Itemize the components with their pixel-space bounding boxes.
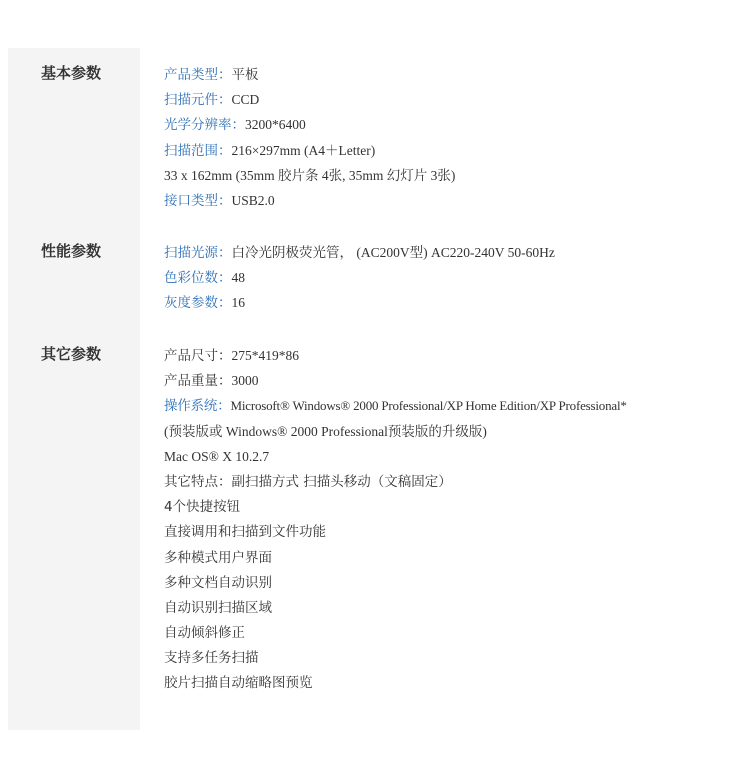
spec-row xyxy=(164,290,744,315)
spec-value: 16 xyxy=(231,295,245,311)
spec-value: Mac OS® X 10.2.7 xyxy=(164,448,270,464)
spec-value: 3200*6400 xyxy=(245,117,306,133)
spec-row xyxy=(164,670,744,695)
spec-value: 48 xyxy=(231,270,245,286)
group-values-basic xyxy=(164,62,744,213)
spec-row xyxy=(164,545,744,570)
spec-row xyxy=(164,419,744,444)
spec-value: (预装版或 Windows® 2000 Professional预装版的升级版) xyxy=(164,423,487,439)
spec-row xyxy=(164,620,744,645)
spec-value: 直接调用和扫描到文件功能 xyxy=(164,524,326,541)
spec-row xyxy=(164,368,744,393)
spec-row xyxy=(164,519,744,544)
spec-value: 275*419*86 xyxy=(231,348,299,363)
spec-key: 产品尺寸： xyxy=(164,348,232,364)
spec-row xyxy=(164,87,744,112)
spec-value: 多种模式用户界面 xyxy=(164,549,272,566)
group-values-other xyxy=(164,343,744,696)
spec-row xyxy=(164,645,744,670)
spec-row xyxy=(164,469,744,494)
spec-key: 光学分辨率： xyxy=(164,117,245,134)
spec-value: USB2.0 xyxy=(231,192,275,208)
spec-row xyxy=(164,393,744,418)
spec-key: 产品重量： xyxy=(164,373,232,390)
spec-value: 胶片扫描自动缩略图预览 xyxy=(164,675,313,692)
spec-value: 自动倾斜修正 xyxy=(164,625,245,642)
spec-value: 自动识别扫描区域 xyxy=(164,599,272,616)
spec-value: 3000 xyxy=(231,373,259,389)
spec-row xyxy=(164,265,744,290)
spec-row xyxy=(164,494,744,519)
spec-row xyxy=(164,444,744,469)
spec-value: Microsoft® Windows® 2000 Professional/XP Home Edition/XP Professional* xyxy=(230,398,627,414)
spec-row xyxy=(164,138,744,163)
group-values-performance xyxy=(164,240,744,316)
spec-key: 接口类型： xyxy=(164,192,232,209)
spec-value: 副扫描方式 扫描头移动（文稿固定） xyxy=(231,473,452,490)
spec-value: 平板 xyxy=(231,67,259,83)
group-label-performance: 性能参数 xyxy=(41,242,102,260)
spec-key: 产品类型： xyxy=(164,67,232,83)
spec-key: 色彩位数： xyxy=(164,270,232,287)
spec-value: CCD xyxy=(231,92,260,108)
spec-row xyxy=(164,163,744,188)
spec-value: 白冷光阴极荧光管， (AC200V型) AC220-240V 50-60Hz xyxy=(231,245,555,260)
spec-key: 扫描元件： xyxy=(164,92,232,109)
spec-row xyxy=(164,240,744,265)
spec-key: 操作系统： xyxy=(164,398,231,415)
spec-value: 支持多任务扫描 xyxy=(164,650,259,667)
spec-key: 扫描范围： xyxy=(164,142,232,159)
spec-row xyxy=(164,62,744,87)
label-column xyxy=(8,48,140,730)
spec-value: 4个快捷按钮 xyxy=(164,499,241,516)
group-label-basic: 基本参数 xyxy=(41,64,102,82)
spec-value: 216×297mm (A4＋Letter) xyxy=(231,142,376,158)
spec-key: 灰度参数： xyxy=(164,295,232,312)
spec-row xyxy=(164,343,744,368)
spec-key: 其它特点： xyxy=(164,473,232,490)
spec-row xyxy=(164,595,744,620)
spec-key: 扫描光源： xyxy=(164,245,232,261)
spec-row xyxy=(164,188,744,213)
spec-row xyxy=(164,112,744,137)
spec-value: 多种文档自动识别 xyxy=(164,574,272,591)
spec-value: 33 x 162mm (35mm 胶片条 4张, 35mm 幻灯片 3张) xyxy=(164,167,456,183)
spec-row xyxy=(164,570,744,595)
group-label-other: 其它参数 xyxy=(41,345,102,363)
